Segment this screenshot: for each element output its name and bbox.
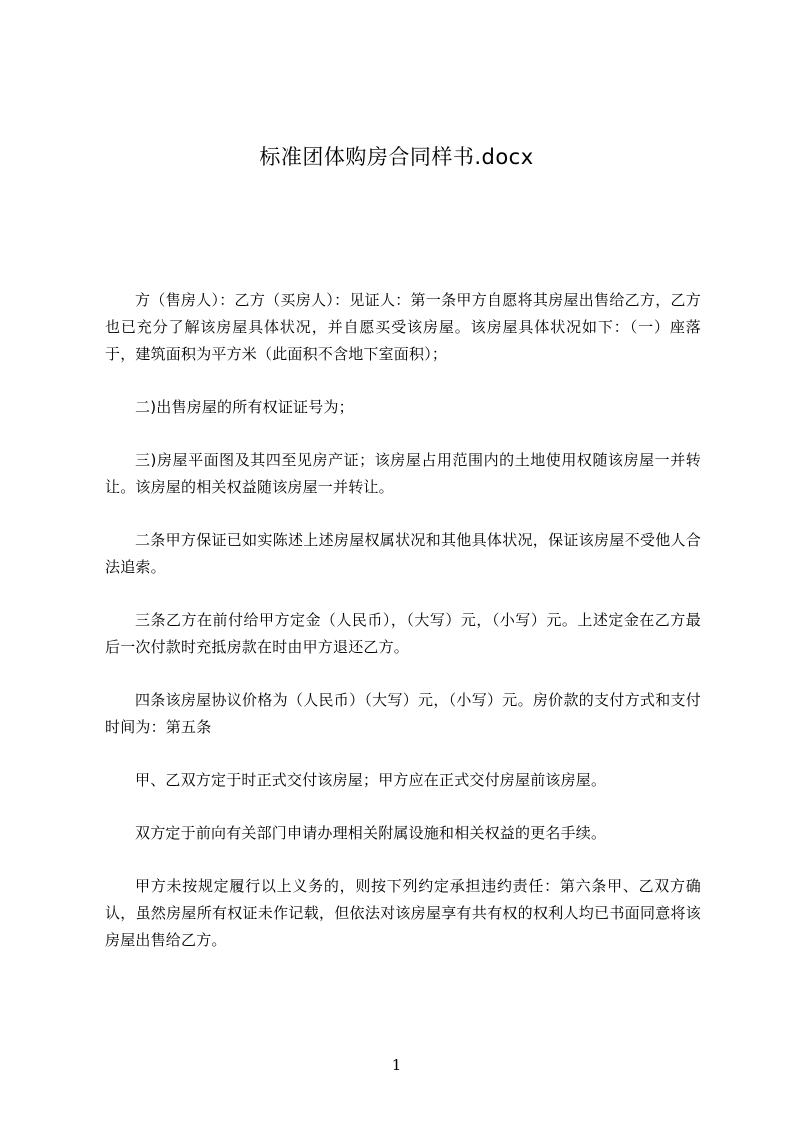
paragraph-transfer: 双方定于前向有关部门申请办理相关附属设施和相关权益的更名手续。 xyxy=(135,824,607,842)
paragraph-floor-plan: 三)房屋平面图及其四至见房产证；该房屋占用范围内的土地使用权随该房屋一并转让。该房屋的相关权益随该房屋一并转让。 xyxy=(105,451,701,496)
paragraph-certificate: 二)出售房屋的所有权证证号为； xyxy=(135,398,354,416)
paragraph-article-3: 三条乙方在前付给甲方定金（人民币），（大写）元，（小写）元。上述定金在乙方最后一次付款时充抵房款在时由甲方退还乙方。 xyxy=(105,611,701,656)
paragraph-liability: 甲方未按规定履行以上义务的，则按下列约定承担违约责任：第六条甲、乙双方确认，虽然房屋所有权证未作记载，但依法对该房屋享有共有权的权利人均已书面同意将该房屋出售给乙方。 xyxy=(105,877,701,949)
document-body xyxy=(105,287,701,980)
document-title: 标准团体购房合同样书.docx xyxy=(259,145,534,169)
paragraph-article-2: 二条甲方保证已如实陈述上述房屋权属状况和其他具体状况，保证该房屋不受他人合法追索。 xyxy=(105,531,701,576)
page-number: 1 xyxy=(391,1056,402,1074)
paragraph-delivery: 甲、乙双方定于时正式交付该房屋；甲方应在正式交付房屋前该房屋。 xyxy=(135,771,607,789)
paragraph-article-4: 四条该房屋协议价格为（人民币）（大写）元，（小写）元。房价款的支付方式和支付时间为：第五条 xyxy=(105,691,701,736)
paragraph-parties: 方（售房人）：乙方（买房人）：见证人：第一条甲方自愿将其房屋出售给乙方，乙方也已充分了解该房屋具体状况，并自愿买受该房屋。该房屋具体状况如下：（一）座落于，建筑面积为平方米（此面积不含地下室面积）； xyxy=(105,291,701,363)
